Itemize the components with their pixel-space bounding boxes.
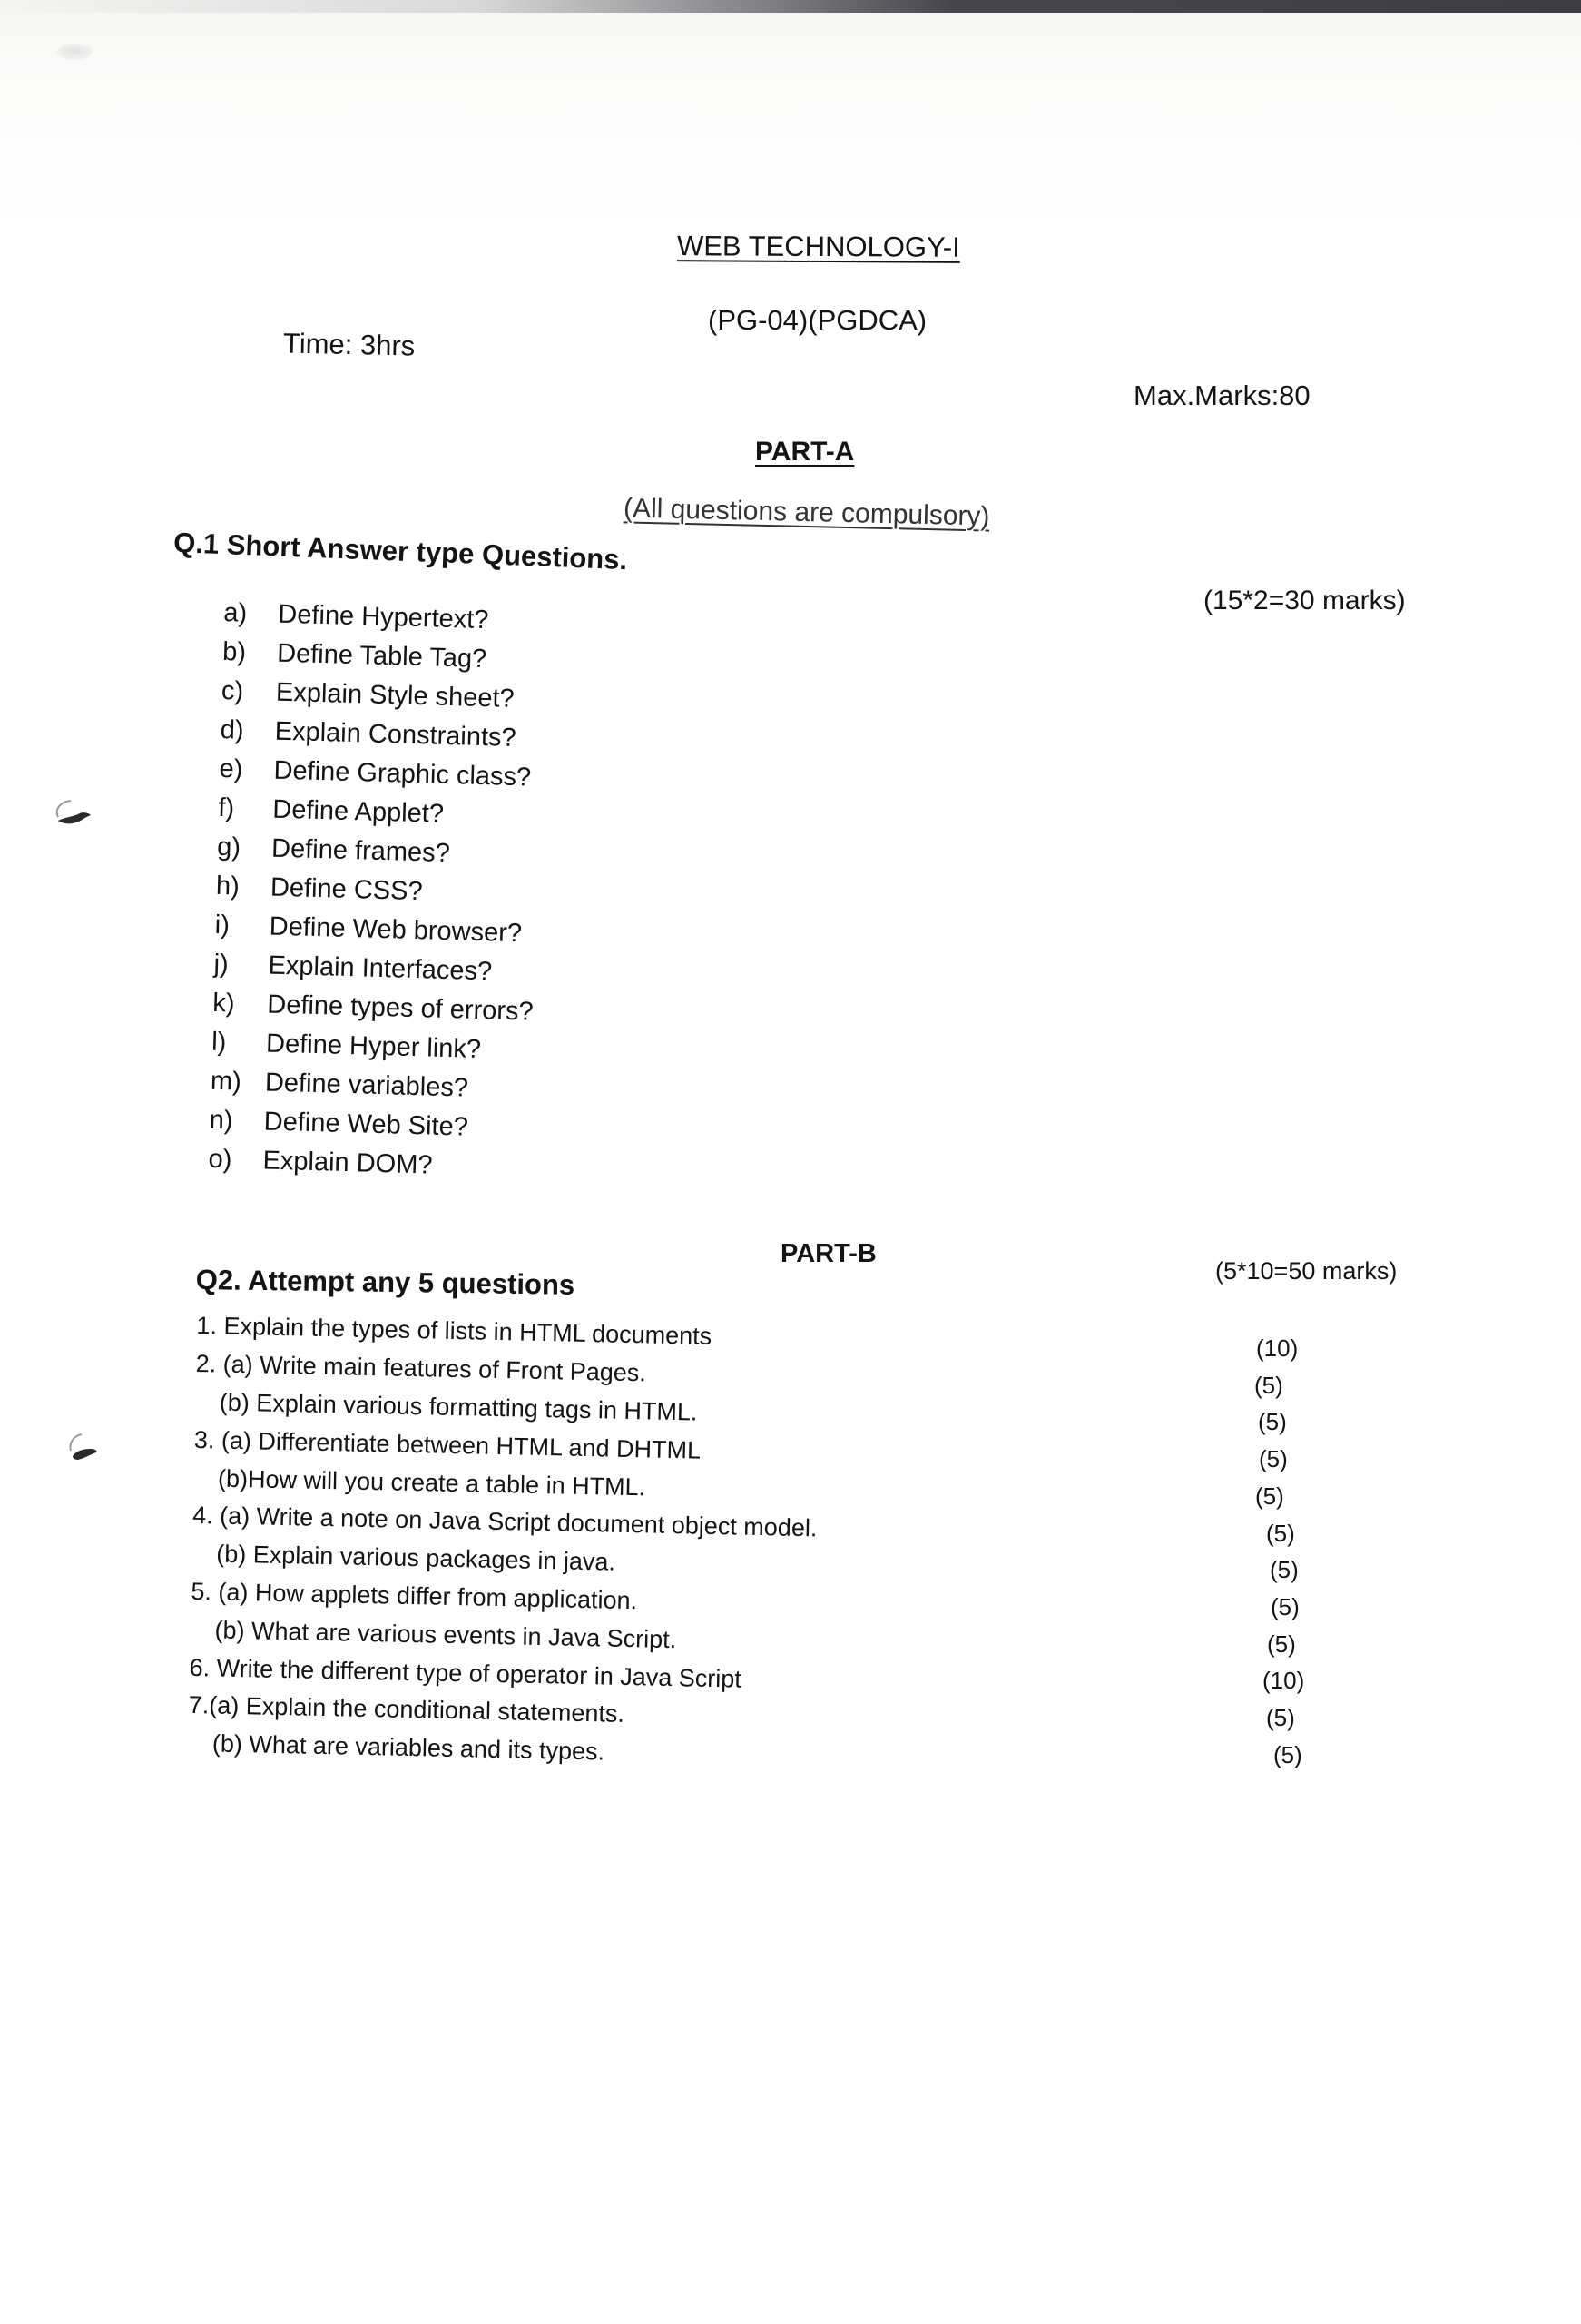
list-item: (b) Explain various formatting tags in HTML. bbox=[219, 1388, 698, 1426]
list-item: 2. (a) Write main features of Front Pages. bbox=[195, 1350, 647, 1387]
list-item: (b) Explain various packages in java. bbox=[216, 1540, 616, 1576]
q2-marks: (5*10=50 marks) bbox=[1215, 1257, 1398, 1285]
item-mark: (5) bbox=[1258, 1408, 1287, 1435]
paper-title: WEB TECHNOLOGY-I bbox=[676, 230, 960, 263]
scan-smudge bbox=[56, 44, 93, 60]
item-letter: h) bbox=[215, 871, 241, 901]
part-a-question-list bbox=[208, 594, 859, 1196]
item-text: Define variables? bbox=[264, 1068, 469, 1103]
item-text: Define Web Site? bbox=[263, 1107, 469, 1142]
list-item: (b)How will you create a table in HTML. bbox=[217, 1464, 646, 1501]
item-mark: (10) bbox=[1256, 1334, 1299, 1362]
punch-hole-mark-icon bbox=[51, 797, 93, 833]
item-letter: d) bbox=[220, 714, 245, 745]
item-letter: b) bbox=[221, 636, 247, 667]
max-marks: Max.Marks:80 bbox=[1134, 379, 1311, 411]
item-letter: c) bbox=[221, 675, 244, 706]
item-mark: (5) bbox=[1267, 1630, 1296, 1658]
list-item: 7.(a) Explain the conditional statements. bbox=[188, 1691, 625, 1728]
item-mark: (5) bbox=[1266, 1704, 1295, 1731]
list-item: 6. Write the different type of operator in Java Script bbox=[189, 1653, 742, 1693]
list-item: (b) What are various events in Java Script. bbox=[214, 1616, 677, 1653]
item-letter: l) bbox=[211, 1027, 227, 1058]
item-text: Define Hypertext? bbox=[277, 599, 489, 635]
item-mark: (5) bbox=[1259, 1445, 1288, 1472]
item-letter: o) bbox=[208, 1144, 232, 1175]
item-letter: f) bbox=[217, 793, 235, 823]
item-letter: g) bbox=[216, 832, 241, 862]
item-text: Explain Interfaces? bbox=[268, 950, 493, 987]
list-item: (b) What are variables and its types. bbox=[211, 1729, 605, 1766]
item-text: Define CSS? bbox=[270, 872, 424, 907]
item-mark: (5) bbox=[1270, 1556, 1299, 1583]
list-item: 3. (a) Differentiate between HTML and DHTML bbox=[193, 1425, 702, 1464]
item-text: Define Applet? bbox=[271, 794, 445, 829]
course-code: (PG-04)(PGDCA) bbox=[708, 304, 928, 336]
item-mark: (5) bbox=[1271, 1593, 1300, 1620]
item-letter: i) bbox=[214, 910, 231, 940]
item-text: Explain Style sheet? bbox=[275, 677, 516, 714]
scan-top-edge-shadow bbox=[0, 0, 1581, 13]
q1-marks: (15*2=30 marks) bbox=[1203, 586, 1406, 615]
item-mark: (5) bbox=[1273, 1741, 1302, 1768]
punch-hole-mark-icon bbox=[64, 1431, 105, 1467]
list-item: 4. (a) Write a note on Java Script document object model. bbox=[191, 1502, 818, 1542]
item-text: Define frames? bbox=[270, 833, 451, 869]
list-item: 5. (a) How applets differ from application. bbox=[191, 1577, 638, 1615]
item-mark: (5) bbox=[1266, 1520, 1295, 1547]
item-mark: (5) bbox=[1255, 1482, 1284, 1510]
item-letter: m) bbox=[210, 1066, 242, 1097]
item-mark: (10) bbox=[1262, 1667, 1305, 1694]
part-a-instruction: (All questions are compulsory) bbox=[623, 493, 990, 532]
part-b-question-list bbox=[187, 1307, 922, 1777]
item-letter: j) bbox=[213, 949, 230, 980]
item-text: Define types of errors? bbox=[266, 990, 535, 1027]
list-item: 1. Explain the types of lists in HTML documents bbox=[196, 1312, 712, 1351]
item-letter: e) bbox=[219, 753, 243, 784]
item-letter: a) bbox=[222, 597, 248, 628]
item-text: Define Graphic class? bbox=[273, 755, 532, 793]
item-text: Define Table Tag? bbox=[276, 638, 487, 675]
q2-title: Q2. Attempt any 5 questions bbox=[195, 1264, 575, 1301]
item-text: Define Hyper link? bbox=[265, 1029, 482, 1065]
item-letter: n) bbox=[209, 1105, 234, 1136]
part-a-heading: PART-A bbox=[755, 437, 855, 467]
exam-time: Time: 3hrs bbox=[282, 327, 416, 362]
item-text: Explain Constraints? bbox=[274, 716, 517, 753]
q1-title: Q.1 Short Answer type Questions. bbox=[172, 527, 628, 576]
item-letter: k) bbox=[211, 988, 236, 1019]
item-text: Explain DOM? bbox=[262, 1146, 433, 1180]
item-mark: (5) bbox=[1254, 1372, 1283, 1399]
part-b-heading: PART-B bbox=[781, 1239, 877, 1268]
item-text: Define Web browser? bbox=[269, 911, 523, 949]
